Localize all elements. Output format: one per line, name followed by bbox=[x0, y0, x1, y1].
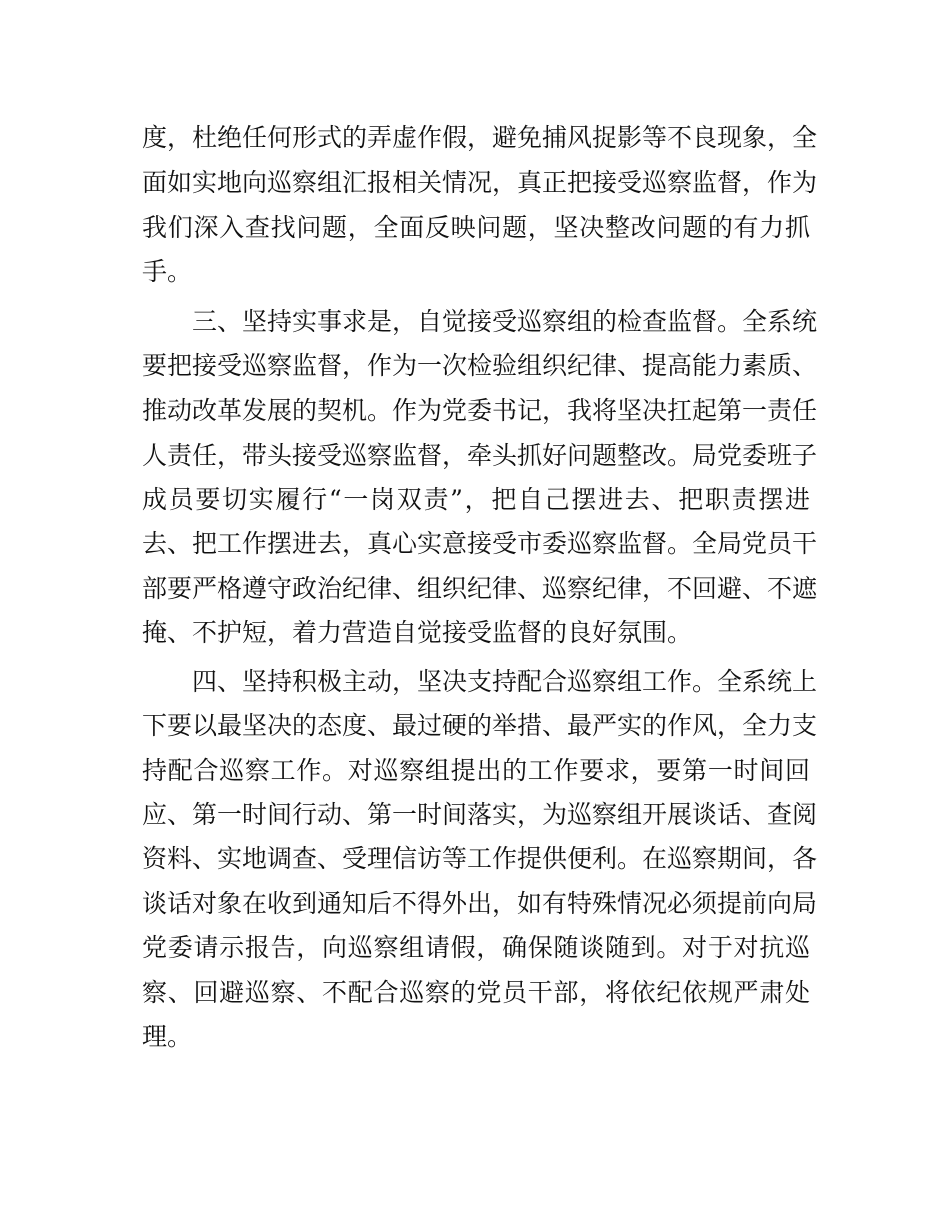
paragraph-heading-line: 四、坚持积极主动，坚决支持配合巡察组工作。全系统上 bbox=[192, 667, 818, 696]
text-line: 理。 bbox=[142, 1022, 193, 1051]
text-line: 面如实地向巡察组汇报相关情况，真正把接受巡察监督，作为 bbox=[142, 168, 818, 197]
text-line: 我们深入查找问题，全面反映问题，坚决整改问题的有力抓 bbox=[142, 213, 810, 242]
text-line: 成员要切实履行“一岗双责”，把自己摆进去、把职责摆进 bbox=[142, 485, 810, 514]
text-line: 要把接受巡察监督，作为一次检验组织纪律、提高能力素质、 bbox=[142, 351, 818, 380]
text-line: 部要严格遵守政治纪律、组织纪律、巡察纪律，不回避、不遮 bbox=[142, 574, 818, 603]
text-line: 下要以最坚决的态度、最过硬的举措、最严实的作风，全力支 bbox=[142, 711, 818, 740]
text-line: 度，杜绝任何形式的弄虚作假，避免捕风捉影等不良现象，全 bbox=[142, 123, 818, 152]
text-line: 党委请示报告，向巡察组请假，确保随谈随到。对于对抗巡 bbox=[142, 933, 810, 962]
text-line: 掩、不护短，着力营造自觉接受监督的良好氛围。 bbox=[142, 618, 693, 647]
text-line: 资料、实地调查、受理信访等工作提供便利。在巡察期间，各 bbox=[142, 844, 818, 873]
text-line: 人责任，带头接受巡察监督，牵头抓好问题整改。局党委班子 bbox=[142, 441, 818, 470]
text-line: 去、把工作摆进去，真心实意接受市委巡察监督。全局党员干 bbox=[142, 529, 818, 558]
text-line: 谈话对象在收到通知后不得外出，如有特殊情况必须提前向局 bbox=[142, 889, 818, 918]
text-line: 推动改革发展的契机。作为党委书记，我将坚决扛起第一责任 bbox=[142, 396, 818, 425]
text-line: 察、回避巡察、不配合巡察的党员干部，将依纪依规严肃处 bbox=[142, 978, 810, 1007]
text-line: 手。 bbox=[142, 257, 193, 286]
text-line: 应、第一时间行动、第一时间落实，为巡察组开展谈话、查阅 bbox=[142, 800, 818, 829]
paragraph-heading-line: 三、坚持实事求是，自觉接受巡察组的检查监督。全系统 bbox=[192, 307, 818, 336]
text-line: 持配合巡察工作。对巡察组提出的工作要求，要第一时间回 bbox=[142, 756, 810, 785]
